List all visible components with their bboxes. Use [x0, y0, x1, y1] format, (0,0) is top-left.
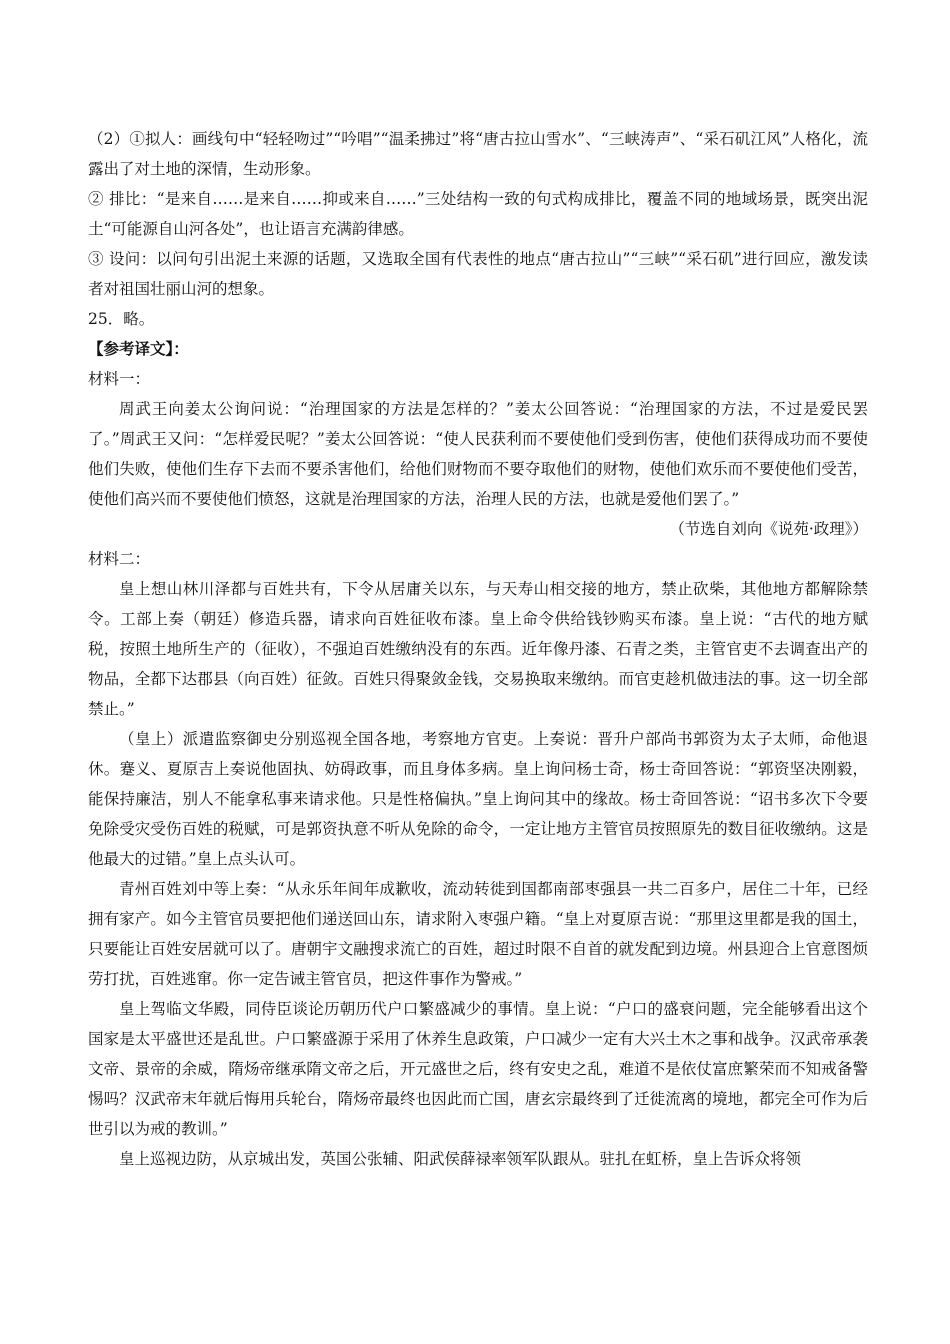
material-2-paragraph-2: （皇上）派遣监察御史分别巡视全国各地，考察地方官吏。上奏说：晋升户部尚书郭资为太子太师，命他退休。蹇义、夏原吉上奏说他固执、妨碍政事，而且身体多病。皇上询问杨士奇，杨士奇回答说：“郭资坚决刚毅，能保持廉洁，别人不能拿私事来请求他。只是性格偏执。”皇上询问其中的缘故。杨士奇回答说：“诏书多次下令要免除受灾受伤百姓的税赋，可是郭资执意不听从免除的命令，一定让地方主管官员按照原先的数目征收缴纳。这是他最大的过错。”皇上点头认可。: [88, 730, 868, 868]
material-2-paragraph-1: 皇上想山林川泽都与百姓共有，下令从居庸关以东，与天寿山相交接的地方，禁止砍柴，其他地方都解除禁令。工部上奏（朝廷）修造兵器，请求向百姓征收布漆。皇上命令供给钱钞购买布漆。皇上说：“古代的地方赋税，按照土地所生产的（征收），不强迫百姓缴纳没有的东西。近年像丹漆、石青之类，主管官吏不去调查出产的物品，全都下达郡县（向百姓）征敛。百姓只得聚敛金钱，交易换取来缴纳。而官吏趁机做违法的事。这一切全部禁止。”: [88, 580, 868, 718]
material-1-source: （节选自刘向《说苑·政理》）: [669, 520, 868, 538]
material-2-paragraph-3: 青州百姓刘中等上奏：“从永乐年间年成歉收，流动转徙到国都南部枣强县一共二百多户，居住二十年，已经拥有家产。如今主管官员要把他们递送回山东，请求附入枣强户籍。“皇上对夏原吉说：“那里这里都是我的国土，只要能让百姓安居就可以了。唐朝宇文融搜求流亡的百姓，超过时限不自首的就发配到边境。州县迎合上官意图烦劳打扰，百姓逃窜。你一定告诫主管官员，把这件事作为警戒。”: [88, 880, 868, 988]
answer-24-2-parallelism: ② 排比：“是来自……是来自……抑或来自……”三处结构一致的句式构成排比，覆盖不同的地域场景，既突出泥土“可能源自山河各处”，也让语言充满韵律感。: [88, 190, 868, 238]
material-2-paragraph-5: 皇上巡视边防，从京城出发，英国公张辅、阳武侯薛禄率领军队跟从。驻扎在虹桥，皇上告诉众将领: [119, 1150, 802, 1168]
material-2-label: 材料二：: [88, 550, 151, 568]
material-1-text: 周武王向姜太公询问说：“治理国家的方法是怎样的？”姜太公回答说：“治理国家的方法，不过是爱民罢了。”周武王又问：“怎样爱民呢？”姜太公回答说：“使人民获利而不要使他们受到伤害，使他们获得成功而不要使他们失败，使他们生存下去而不要杀害他们，给他们财物而不要夺取他们的财物，使他们欢乐而不要使他们受苦，使他们高兴而不要使他们愤怒，这就是治理国家的方法，治理人民的方法，也就是爱他们罢了。”: [88, 400, 868, 508]
material-2-paragraph-4: 皇上驾临文华殿，同侍臣谈论历朝历代户口繁盛减少的事情。皇上说：“户口的盛衰问题，完全能够看出这个国家是太平盛世还是乱世。户口繁盛源于采用了休养生息政策，户口减少一定有大兴土木之事和战争。汉武帝承袭文帝、景帝的余威，隋炀帝继承隋文帝之后，开元盛世之后，终有安史之乱，难道不是依仗富庶繁荣而不知戒备警惕吗？汉武帝末年就后悔用兵轮台，隋炀帝最终也因此而亡国，唐玄宗最终到了迁徙流离的境地，都完全可作为后世引以为戒的教训。”: [88, 1000, 868, 1138]
translation-heading: 【参考译文】：: [88, 339, 189, 358]
answer-25: 25．略。: [88, 310, 155, 328]
answer-24-2-rhetorical-question: ③ 设问：以问句引出泥土来源的话题，又选取全国有代表性的地点“唐古拉山”“三峡”“采石矶”进行回应，激发读者对祖国壮丽山河的想象。: [88, 250, 868, 298]
answer-24-2-personification: （2）①拟人：画线句中“轻轻吻过”“吟唱”“温柔拂过”将“唐古拉山雪水”、“三峡涛声”、“采石矶江风”人格化，流露出了对土地的深情，生动形象。: [88, 130, 868, 178]
document-page: [88, 124, 868, 1174]
material-1-label: 材料一：: [88, 370, 151, 388]
